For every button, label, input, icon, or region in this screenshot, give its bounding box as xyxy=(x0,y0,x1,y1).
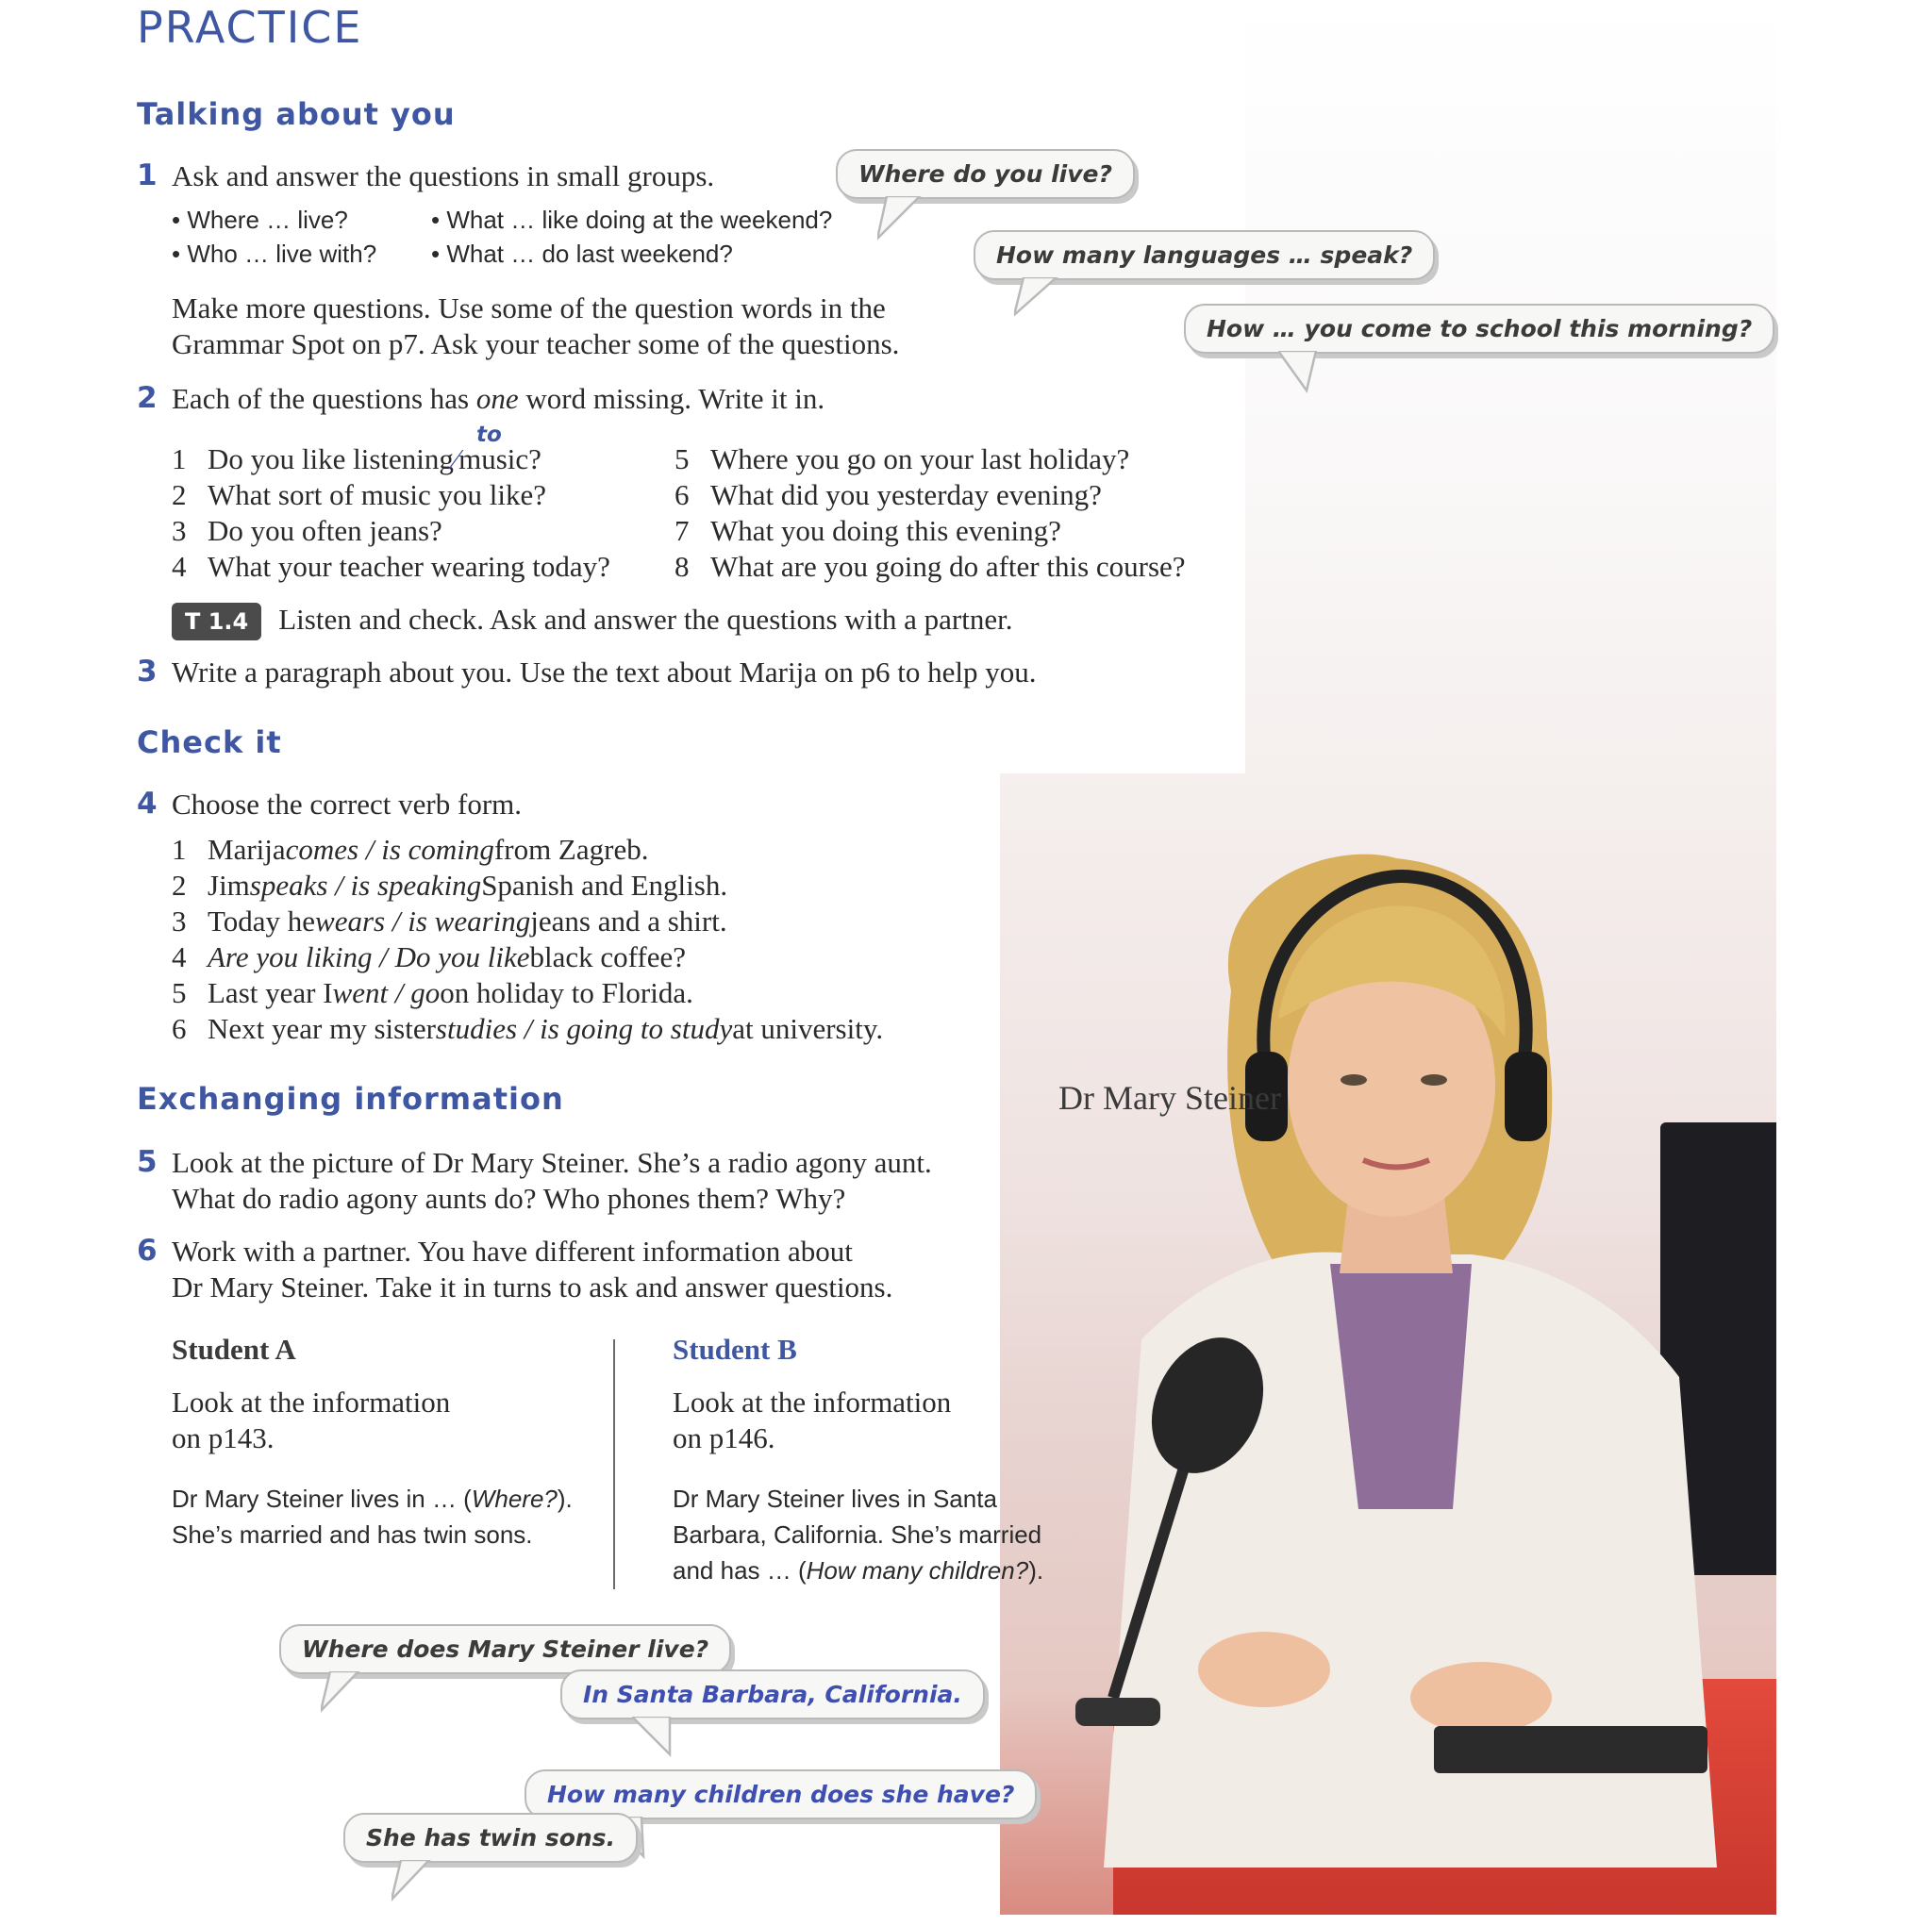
bullet-what-like-doing: • What … like doing at the weekend? xyxy=(431,206,833,234)
student-b-sentence-1: Dr Mary Steiner lives in Santa xyxy=(673,1485,997,1513)
section-heading-talking-about-you: Talking about you xyxy=(137,96,456,132)
photo-caption: Dr Mary Steiner xyxy=(1058,1079,1281,1117)
question-item: 4 What your teacher wearing today? xyxy=(172,550,610,583)
speech-bubble-where-does-she-live: Where does Mary Steiner live? xyxy=(279,1624,731,1674)
listen-and-check: T 1.4 Listen and check. Ask and answer the questions with a partner. xyxy=(172,602,1013,640)
bubble-tail xyxy=(321,1671,377,1718)
student-b-title: Student B xyxy=(673,1333,797,1366)
exercise-5-line-2: What do radio agony aunts do? Who phones them? Why? xyxy=(172,1182,846,1215)
bullet-who-live-with: • Who … live with? xyxy=(172,240,377,268)
handwritten-insert-to: to xyxy=(476,423,502,447)
verb-choice-item: 6 Next year my sister studies / is going to study at university. xyxy=(172,1012,884,1045)
question-item: 6 What did you yesterday evening? xyxy=(675,478,1102,511)
question-item: 3 Do you often jeans? xyxy=(172,514,442,547)
exercise-number-4: 4 xyxy=(137,787,158,821)
speech-bubble-how-come-to-school: How … you come to school this morning? xyxy=(1184,304,1774,354)
exercise-1-more-line-2: Grammar Spot on p7. Ask your teacher some of the questions. xyxy=(172,327,900,360)
exercise-4-instruction: Choose the correct verb form. xyxy=(172,788,523,821)
exercise-number-6: 6 xyxy=(137,1234,158,1268)
verb-choice-item: 3 Today he wears / is wearing jeans and a shirt. xyxy=(172,905,727,938)
page-title: PRACTICE xyxy=(137,2,363,53)
student-a-line-1: Look at the information xyxy=(172,1386,451,1419)
student-b-sentence-3: and has … (How many children?). xyxy=(673,1556,1044,1585)
verb-choice-item: 5 Last year I went / go on holiday to Florida. xyxy=(172,976,693,1009)
exercise-5-line-1: Look at the picture of Dr Mary Steiner. She’s a radio agony aunt. xyxy=(172,1146,932,1179)
verb-choice-item: 4 Are you liking / Do you like black coffee? xyxy=(172,940,686,973)
student-b-line-1: Look at the information xyxy=(673,1386,952,1419)
student-a-sentence-1: Dr Mary Steiner lives in … (Where?). xyxy=(172,1485,573,1513)
exercise-4-list xyxy=(172,832,883,1047)
question-item: 7 What you doing this evening? xyxy=(675,514,1061,547)
speech-bubble-santa-barbara: In Santa Barbara, California. xyxy=(560,1669,985,1719)
exercise-1-instruction: Ask and answer the questions in small groups. xyxy=(172,159,715,192)
bubble-tail xyxy=(632,1717,689,1764)
speech-bubble-how-many-children: How many children does she have? xyxy=(525,1769,1037,1819)
student-b-sentence-2: Barbara, California. She’s married xyxy=(673,1520,1042,1549)
student-a-sentence-2: She’s married and has twin sons. xyxy=(172,1520,533,1549)
question-item: 8 What are you going do after this course? xyxy=(675,550,1186,583)
student-a-line-2: on p143. xyxy=(172,1421,275,1454)
verb-choice-item: 1 Marija comes / is coming from Zagreb. xyxy=(172,833,649,866)
student-b-line-2: on p146. xyxy=(673,1421,775,1454)
bubble-tail xyxy=(1278,351,1335,398)
exercise-1-more-line-1: Make more questions. Use some of the question words in the xyxy=(172,291,886,324)
bubble-tail xyxy=(1014,277,1071,324)
student-divider xyxy=(613,1339,615,1589)
section-heading-check-it: Check it xyxy=(137,724,282,760)
exercise-number-2: 2 xyxy=(137,381,158,415)
bubble-tail xyxy=(877,196,934,243)
bullet-what-do-last-weekend: • What … do last weekend? xyxy=(431,240,733,268)
bubble-tail xyxy=(391,1860,448,1907)
section-heading-exchanging-information: Exchanging information xyxy=(137,1081,564,1117)
woman-with-headphones-illustration xyxy=(1075,849,1717,1868)
exercise-6-line-2: Dr Mary Steiner. Take it in turns to ask and answer questions. xyxy=(172,1270,893,1303)
speech-bubble-twin-sons: She has twin sons. xyxy=(343,1813,638,1863)
exercise-2-right-list xyxy=(675,441,1186,585)
audio-track-badge[interactable]: T 1.4 xyxy=(172,603,261,640)
exercise-number-1: 1 xyxy=(137,158,158,192)
exercise-2-left-list xyxy=(172,441,610,585)
bullet-where-live: • Where … live? xyxy=(172,206,348,234)
verb-choice-item: 2 Jim speaks / is speaking Spanish and English. xyxy=(172,869,728,902)
exercise-3-instruction: Write a paragraph about you. Use the text about Marija on p6 to help you. xyxy=(172,656,1037,689)
speech-bubble-where-live: Where do you live? xyxy=(836,149,1135,199)
exercise-number-5: 5 xyxy=(137,1145,158,1179)
student-a-title: Student A xyxy=(172,1333,296,1366)
exercise-number-3: 3 xyxy=(137,655,158,689)
question-item: 1 Do you like listening ⁄ music? xyxy=(172,442,541,475)
exercise-6-line-1: Work with a partner. You have different information about xyxy=(172,1235,853,1268)
exercise-2-instruction: Each of the questions has one word missing. Write it in. xyxy=(172,382,825,415)
question-item: 2 What sort of music you like? xyxy=(172,478,546,511)
speech-bubble-how-many-languages: How many languages … speak? xyxy=(974,230,1435,280)
question-item: 5 Where you go on your last holiday? xyxy=(675,442,1130,475)
